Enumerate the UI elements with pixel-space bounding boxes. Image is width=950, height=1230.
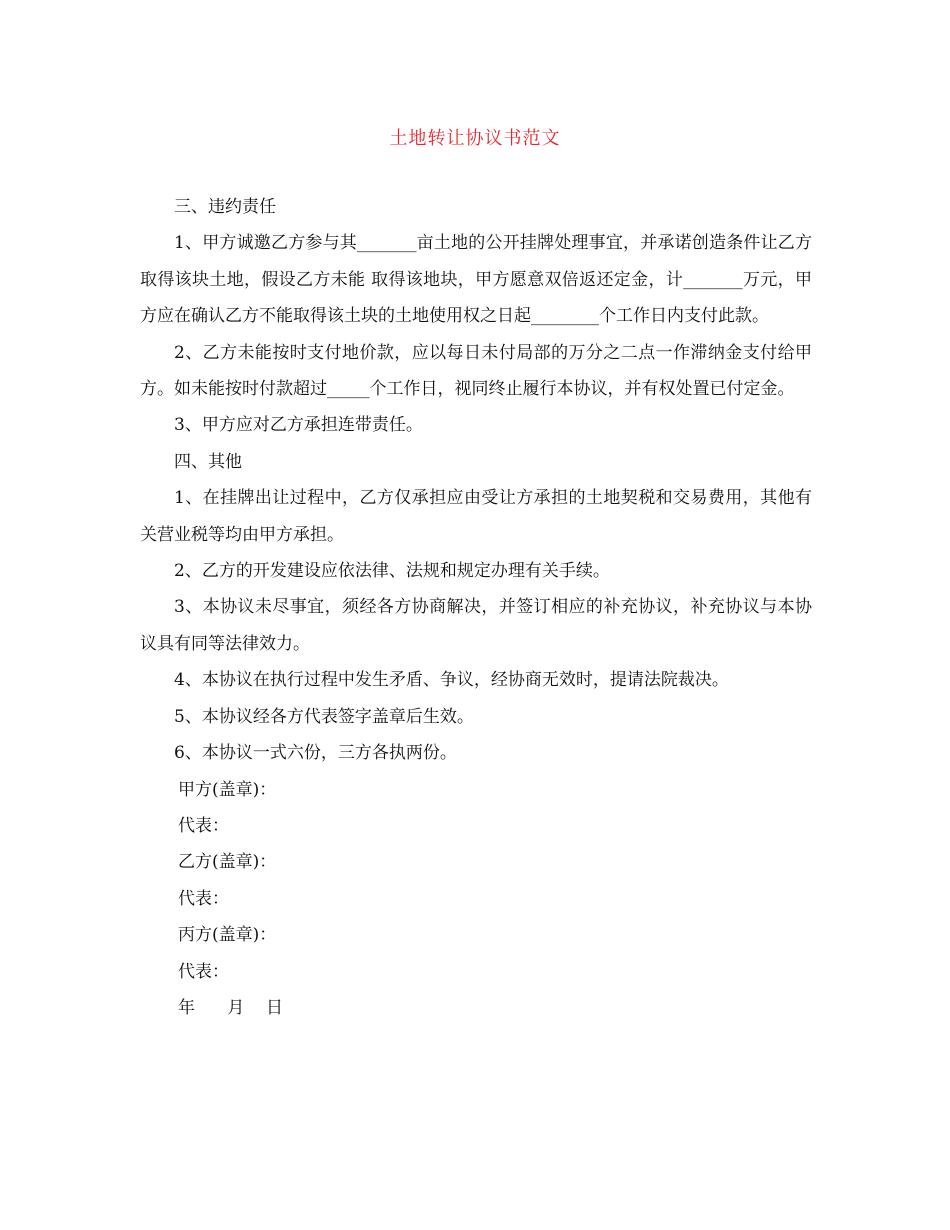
clause-breach-2: 2、乙方未能按时支付地价款，应以每日未付局部的万分之二点一作滞纳金支付给甲方。如未能按时付款超过_____个工作日，视同终止履行本协议，并有权处置已付定金。	[140, 342, 812, 400]
clause-other-3: 3、本协议未尽事宜，须经各方协商解决，并签订相应的补充协议，补充协议与本协议具有同等法律效力。	[140, 597, 812, 654]
clause-other-1: 1、在挂牌出让过程中，乙方仅承担应由受让方承担的土地契税和交易费用，其他有关营业税等均由甲方承担。	[140, 488, 812, 545]
clause-breach-3: 3、甲方应对乙方承担连带责任。	[174, 415, 423, 436]
signature-party-c: 丙方(盖章)：	[178, 925, 277, 946]
signature-party-a-representative: 代表：	[178, 815, 229, 836]
section-heading-breach: 三、违约责任	[174, 197, 276, 217]
signature-party-a: 甲方(盖章)：	[178, 779, 277, 800]
clause-other-2: 2、乙方的开发建设应依法律、法规和规定办理有关手续。	[174, 561, 610, 582]
clause-other-5: 5、本协议经各方代表签字盖章后生效。	[174, 706, 474, 727]
section-heading-other: 四、其他	[174, 451, 242, 472]
document-body	[140, 189, 812, 1026]
signature-party-b: 乙方(盖章)：	[178, 852, 277, 873]
clause-other-6: 6、本协议一式六份，三方各执两份。	[174, 743, 457, 764]
clause-other-4: 4、本协议在执行过程中发生矛盾、争议，经协商无效时，提请法院裁决。	[174, 670, 729, 691]
clause-breach-1: 1、甲方诚邀乙方参与其_______亩土地的公开挂牌处理事宜，并承诺创造条件让乙方取得该块土地，假设乙方未能 取得该地块，甲方愿意双倍返还定金，计_______万元，甲方应在确认乙方不能取得该土块的土地使用权之日起________个工作日内支付此款。	[140, 233, 812, 327]
signature-date: 年 月 日	[178, 997, 284, 1018]
document-title: 土地转让协议书范文	[389, 128, 561, 149]
signature-party-b-representative: 代表：	[178, 888, 229, 909]
signature-party-c-representative: 代表：	[178, 961, 229, 982]
